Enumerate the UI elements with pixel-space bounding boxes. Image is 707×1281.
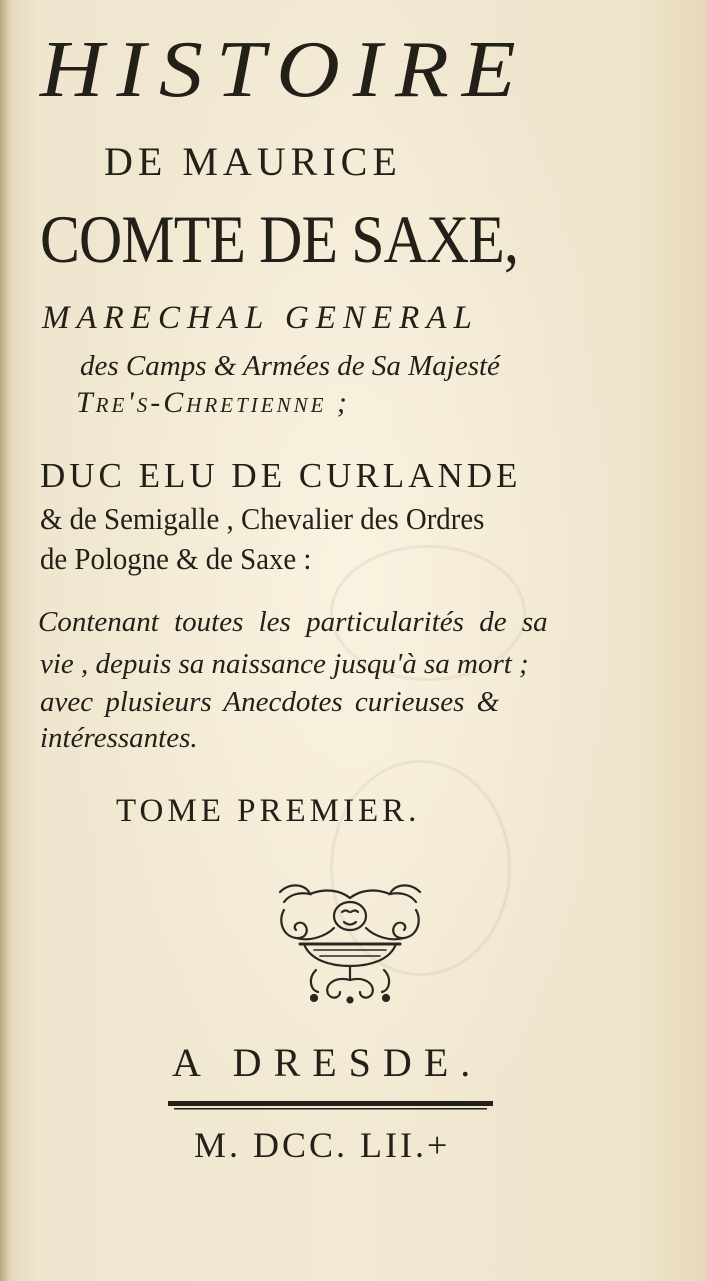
rank-line-1: MARECHAL GENERAL [42,300,479,336]
imprint-rule [168,1100,493,1112]
description-line-1: Contenant toutes les particularités de sa [38,606,548,638]
imprint-year: M. DCC. LII.+ [194,1125,451,1165]
volume-label: TOME PREMIER. [116,793,421,829]
description-line-4: intéressantes. [40,722,198,754]
duke-line-3: de Pologne & de Saxe : [40,541,312,576]
description-line-2: vie , depuis sa naissance jusqu'à sa mort ; [40,648,529,680]
duke-line-2: & de Semigalle , Chevalier des Ordres [40,501,485,536]
book-title: HISTOIRE [40,25,529,115]
book-subtitle: DE MAURICE [104,139,402,184]
spine-shadow [0,0,10,1281]
subject-name: COMTE DE SAXE, [40,201,519,277]
rank-line-3: Tre's-Chretienne ; [76,386,350,419]
duke-line-1: DUC ELU DE CURLANDE [40,456,522,495]
floral-vignette-icon [270,880,430,1005]
description-line-3: avec plusieurs Anecdotes curieuses & [40,686,500,718]
imprint-place: A DRESDE. [172,1040,483,1085]
rank-line-2: des Camps & Armées de Sa Majesté [80,350,500,382]
